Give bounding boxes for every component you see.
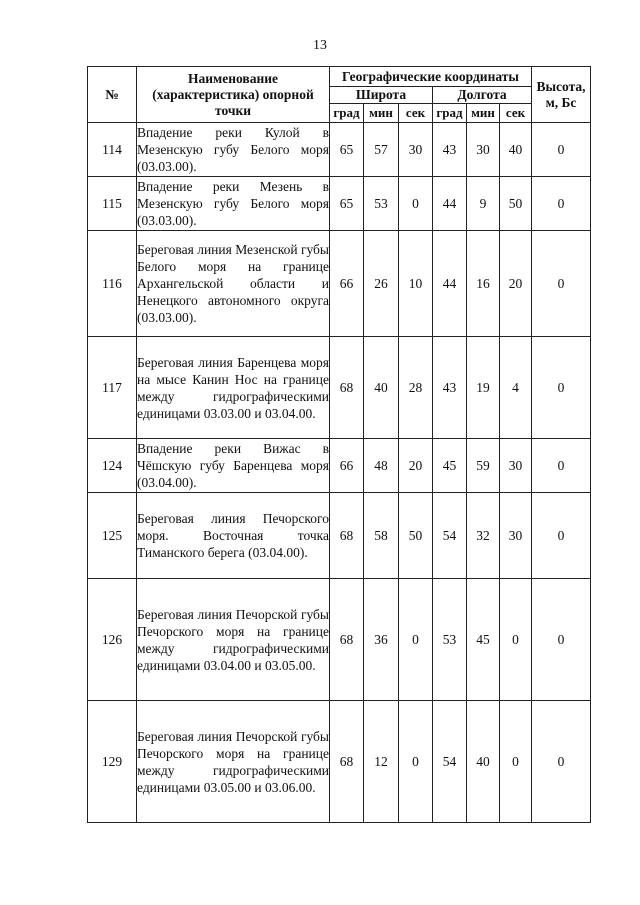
lon-min: 19 bbox=[467, 337, 500, 439]
lon-sec: 50 bbox=[500, 177, 532, 231]
lon-sec: 0 bbox=[500, 701, 532, 823]
header-number: № bbox=[88, 67, 137, 123]
row-name: Береговая линия Печорской губы Печорского моря на границе между гидрографическими единицами 03.04.00 и 03.05.00. bbox=[137, 579, 330, 701]
lat-deg: 65 bbox=[330, 123, 364, 177]
height: 0 bbox=[532, 177, 591, 231]
header-latitude: Широта bbox=[330, 87, 433, 104]
table-row bbox=[88, 439, 591, 493]
lon-min: 40 bbox=[467, 701, 500, 823]
row-number: 129 bbox=[88, 701, 137, 823]
lat-deg: 65 bbox=[330, 177, 364, 231]
row-number: 116 bbox=[88, 231, 137, 337]
table-row bbox=[88, 701, 591, 823]
lon-sec: 0 bbox=[500, 579, 532, 701]
header-lon-deg: град bbox=[433, 104, 467, 123]
header-height bbox=[532, 67, 591, 123]
lat-min: 48 bbox=[364, 439, 399, 493]
row-number: 115 bbox=[88, 177, 137, 231]
lon-deg: 54 bbox=[433, 701, 467, 823]
header-lat-min: мин bbox=[364, 104, 399, 123]
page-number: 13 bbox=[313, 38, 327, 53]
lat-min: 12 bbox=[364, 701, 399, 823]
lon-min: 30 bbox=[467, 123, 500, 177]
row-name: Береговая линия Печорского моря. Восточная точка Тиманского берега (03.04.00). bbox=[137, 493, 330, 579]
lon-sec: 30 bbox=[500, 439, 532, 493]
lat-min: 57 bbox=[364, 123, 399, 177]
table-row bbox=[88, 337, 591, 439]
lat-sec: 28 bbox=[399, 337, 433, 439]
row-number: 124 bbox=[88, 439, 137, 493]
lon-min: 59 bbox=[467, 439, 500, 493]
lat-deg: 68 bbox=[330, 337, 364, 439]
lon-deg: 43 bbox=[433, 337, 467, 439]
height: 0 bbox=[532, 123, 591, 177]
lat-sec: 20 bbox=[399, 439, 433, 493]
header-lon-min: мин bbox=[467, 104, 500, 123]
lat-min: 40 bbox=[364, 337, 399, 439]
lat-deg: 68 bbox=[330, 701, 364, 823]
lon-min: 9 bbox=[467, 177, 500, 231]
lat-min: 53 bbox=[364, 177, 399, 231]
lon-sec: 20 bbox=[500, 231, 532, 337]
lon-min: 32 bbox=[467, 493, 500, 579]
lat-sec: 10 bbox=[399, 231, 433, 337]
coordinates-table bbox=[87, 66, 591, 823]
lat-deg: 68 bbox=[330, 579, 364, 701]
row-name: Впадение реки Вижас в Чёшскую губу Баренцева моря (03.04.00). bbox=[137, 439, 330, 493]
row-name: Береговая линия Печорской губы Печорского моря на границе между гидрографическими единицами 03.05.00 и 03.06.00. bbox=[137, 701, 330, 823]
row-number: 125 bbox=[88, 493, 137, 579]
lat-min: 58 bbox=[364, 493, 399, 579]
table-body bbox=[88, 123, 591, 823]
header-lon-sec: сек bbox=[500, 104, 532, 123]
table-row bbox=[88, 123, 591, 177]
lat-sec: 50 bbox=[399, 493, 433, 579]
lon-sec: 4 bbox=[500, 337, 532, 439]
lon-deg: 53 bbox=[433, 579, 467, 701]
row-number: 117 bbox=[88, 337, 137, 439]
lat-deg: 66 bbox=[330, 231, 364, 337]
table-row bbox=[88, 493, 591, 579]
height: 0 bbox=[532, 579, 591, 701]
row-number: 126 bbox=[88, 579, 137, 701]
table-row bbox=[88, 231, 591, 337]
lon-min: 45 bbox=[467, 579, 500, 701]
height: 0 bbox=[532, 231, 591, 337]
row-name: Береговая линия Баренцева моря на мысе Канин Нос на границе между гидрографическими единицами 03.03.00 и 03.04.00. bbox=[137, 337, 330, 439]
height: 0 bbox=[532, 493, 591, 579]
lat-min: 26 bbox=[364, 231, 399, 337]
header-lat-deg: град bbox=[330, 104, 364, 123]
lon-sec: 30 bbox=[500, 493, 532, 579]
lon-deg: 43 bbox=[433, 123, 467, 177]
lat-sec: 0 bbox=[399, 177, 433, 231]
table-row bbox=[88, 177, 591, 231]
lat-sec: 30 bbox=[399, 123, 433, 177]
header-name-text: Наименование (характеристика) опорной точки bbox=[152, 70, 314, 118]
height: 0 bbox=[532, 337, 591, 439]
row-number: 114 bbox=[88, 123, 137, 177]
lat-sec: 0 bbox=[399, 579, 433, 701]
lon-deg: 44 bbox=[433, 177, 467, 231]
lon-sec: 40 bbox=[500, 123, 532, 177]
row-name: Впадение реки Кулой в Мезенскую губу Белого моря (03.03.00). bbox=[137, 123, 330, 177]
header-geo-coordinates: Географические координаты bbox=[330, 67, 532, 87]
header-name bbox=[137, 67, 330, 123]
lon-deg: 45 bbox=[433, 439, 467, 493]
lon-min: 16 bbox=[467, 231, 500, 337]
header-height-text: Высота, м, Бс bbox=[536, 78, 586, 110]
table-row bbox=[88, 579, 591, 701]
header-longitude: Долгота bbox=[433, 87, 532, 104]
row-name: Береговая линия Мезенской губы Белого моря на границе Архангельской области и Ненецкого автономного округа (03.03.00). bbox=[137, 231, 330, 337]
height: 0 bbox=[532, 701, 591, 823]
lon-deg: 44 bbox=[433, 231, 467, 337]
lat-min: 36 bbox=[364, 579, 399, 701]
height: 0 bbox=[532, 439, 591, 493]
lat-deg: 66 bbox=[330, 439, 364, 493]
lat-sec: 0 bbox=[399, 701, 433, 823]
row-name: Впадение реки Мезень в Мезенскую губу Белого моря (03.03.00). bbox=[137, 177, 330, 231]
lat-deg: 68 bbox=[330, 493, 364, 579]
header-lat-sec: сек bbox=[399, 104, 433, 123]
table-header bbox=[88, 67, 591, 123]
lon-deg: 54 bbox=[433, 493, 467, 579]
